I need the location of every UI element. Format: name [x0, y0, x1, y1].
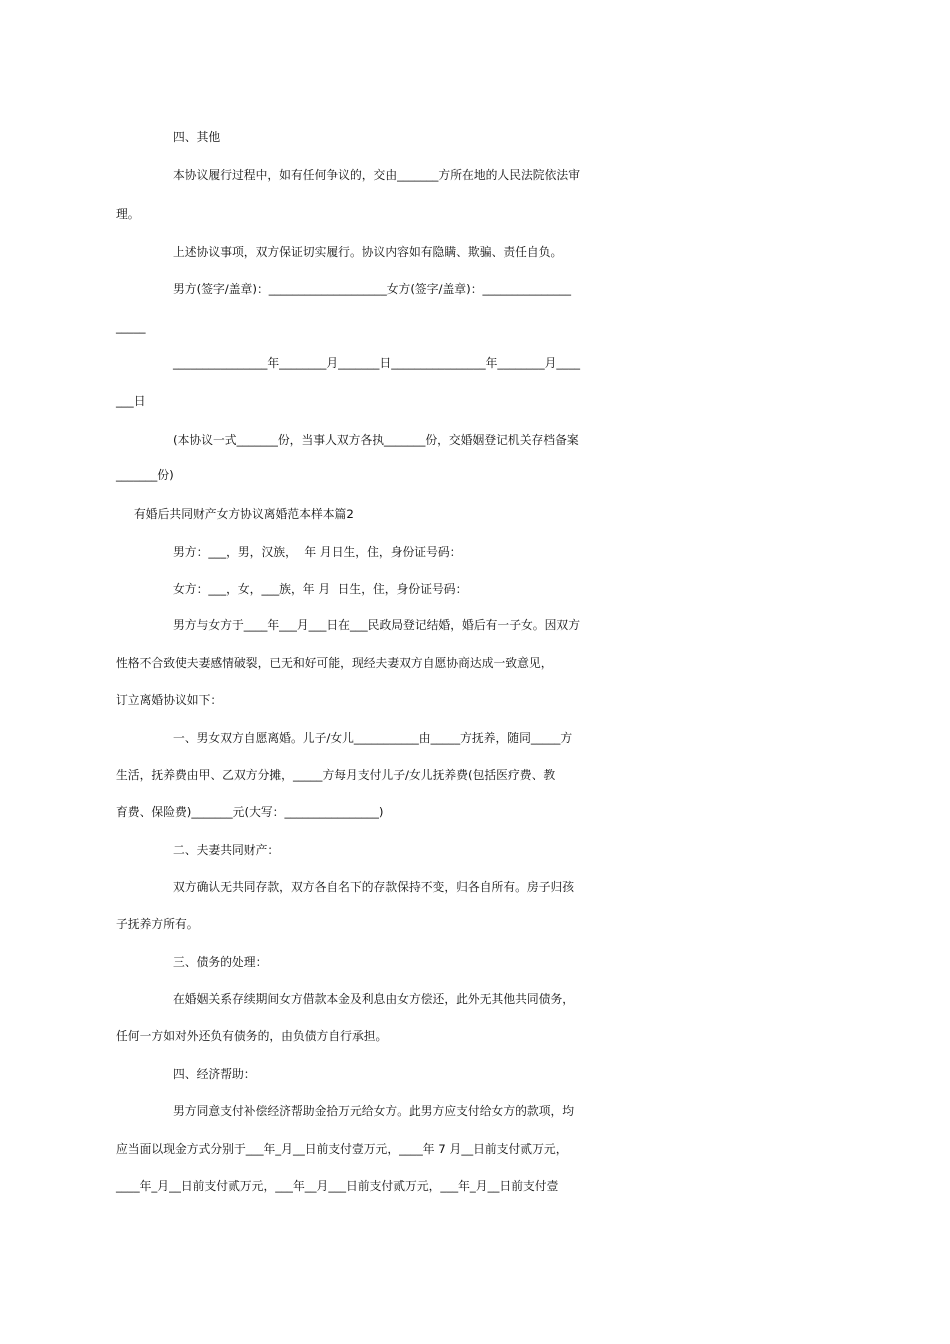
paragraph-line: 育费、保险费)_______元(大写：________________)	[116, 805, 384, 819]
paragraph-line: 一、男女双方自愿离婚。儿子/女儿___________由_____方抚养，随同_____方	[173, 731, 573, 745]
paragraph-line: 上述协议事项，双方保证切实履行。协议内容如有隐瞒、欺骗、责任自负。	[173, 245, 563, 259]
paragraph-line: 本协议履行过程中，如有任何争议的，交由_______方所在地的人民法院依法审	[173, 168, 580, 182]
paragraph-line: 应当面以现金方式分别于___年_月__日前支付壹万元，____年 7 月__日前支付贰万元，	[116, 1142, 568, 1156]
paragraph-line: 男方与女方于____年___月___日在___民政局登记结婚，婚后有一子女。因双方	[173, 618, 580, 632]
paragraph-line: ____年_月__日前支付贰万元，___年__月___日前支付贰万元，___年_月__日前支付壹	[116, 1179, 559, 1193]
paragraph-line: (本协议一式_______份，当事人双方各执_______份，交婚姻登记机关存档备案	[173, 433, 579, 447]
paragraph-line: 性格不合致使夫妻感情破裂，已无和好可能，现经夫妻双方自愿协商达成一致意见，	[116, 656, 553, 670]
paragraph-line: 理。	[116, 207, 140, 221]
section-heading: 四、其他	[173, 130, 221, 144]
article-title: 有婚后共同财产女方协议离婚范本样本篇2	[134, 507, 354, 521]
paragraph-line: 男方同意支付补偿经济帮助金拾万元给女方。此男方应支付给女方的款项，均	[173, 1104, 575, 1118]
paragraph-line: 子抚养方所有。	[116, 917, 199, 931]
paragraph-line: 双方确认无共同存款，双方各自名下的存款保持不变，归各自所有。房子归孩	[173, 880, 575, 894]
date-line: ________________年________月_______日________________年________月____	[173, 356, 580, 370]
date-line: ___日	[116, 394, 146, 408]
party-line: 男方：___，男，汉族， 年 月日生，住，身份证号码：	[173, 545, 462, 559]
section-heading: 四、经济帮助：	[173, 1067, 256, 1081]
section-heading: 二、夫妻共同财产：	[173, 843, 280, 857]
party-line: 女方：___，女，___族，年 月 日生，住，身份证号码：	[173, 582, 468, 596]
signature-line: _____	[116, 320, 146, 334]
paragraph-line: 在婚姻关系存续期间女方借款本金及利息由女方偿还，此外无其他共同债务，	[173, 992, 575, 1006]
paragraph-line: 订立离婚协议如下：	[116, 693, 223, 707]
signature-line: 男方(签字/盖章)：____________________女方(签字/盖章)：_______________	[173, 282, 571, 296]
paragraph-line: _______份)	[116, 468, 174, 482]
paragraph-line: 生活，抚养费由甲、乙双方分摊，_____方每月支付儿子/女儿抚养费(包括医疗费、教	[116, 768, 556, 782]
paragraph-line: 任何一方如对外还负有债务的，由负债方自行承担。	[116, 1029, 388, 1043]
section-heading: 三、债务的处理：	[173, 955, 268, 969]
